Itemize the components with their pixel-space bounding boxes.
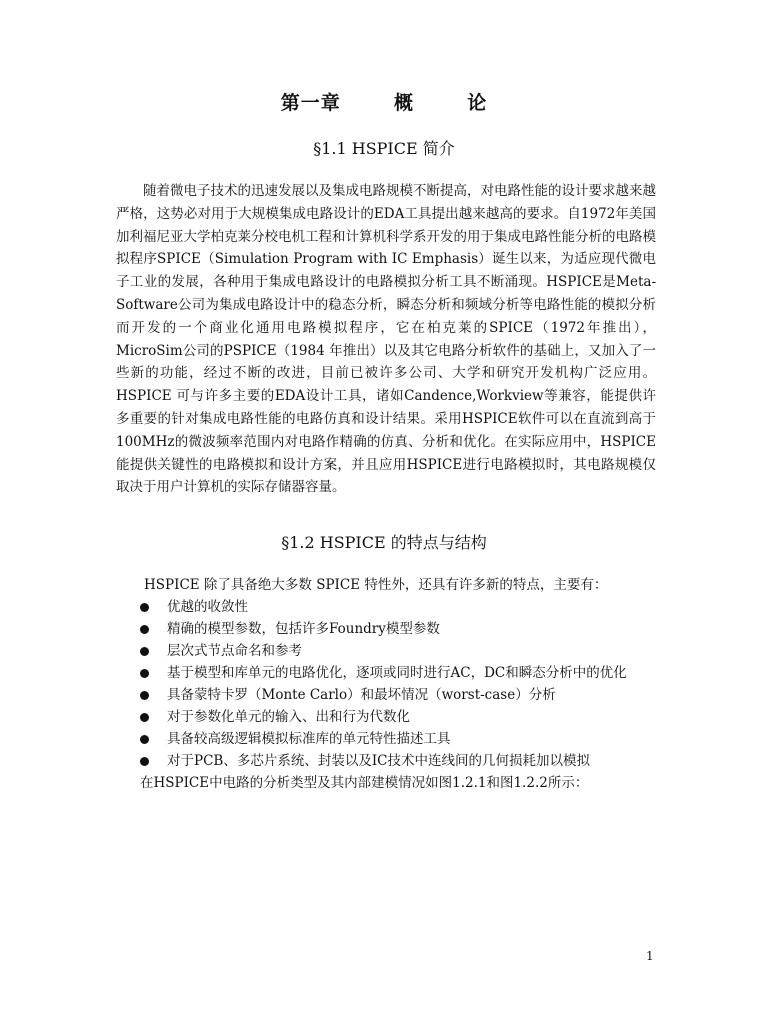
list-item: 对于PCB、多芯片系统、封装以及IC技术中连线间的几何损耗加以模拟 在HSPICE中电路的分析类型及其内部建模情况如图1.2.1和图1.2.2所示： [140,750,660,794]
list-item: 具备较高级逻辑模拟标准库的单元特性描述工具 [140,728,660,750]
bullet-icon [140,691,149,700]
list-item: 优越的收敛性 [140,596,660,618]
bullet-icon [140,625,149,634]
bullet-icon [140,735,149,744]
chapter-title [0,88,768,115]
list-item: 精确的模型参数，包括许多Foundry模型参数 [140,618,660,640]
list-item: 具备蒙特卡罗（Monte Carlo）和最坏情况（worst-case）分析 [140,684,660,706]
bullet-icon [140,669,149,678]
bullet-icon [140,603,149,612]
list-item: 对于参数化单元的输入、出和行为代数化 [140,706,660,728]
section-2-intro: HSPICE 除了具备绝大多数 SPICE 特性外，还具有许多新的特点，主要有： [144,577,608,593]
feature-list [140,596,660,794]
bullet-icon [140,647,149,656]
chapter-label: 第一章 [280,92,341,114]
bullet-icon [140,713,149,722]
page-number: 1 [646,949,654,963]
chapter-word-1: 概 [393,92,414,114]
chapter-word-2: 论 [467,92,488,114]
section-1-heading: §1.1 HSPICE 简介 [313,139,455,158]
bullet-icon [140,757,149,766]
list-item: 基于模型和库单元的电路优化，逐项或同时进行AC，DC和瞬态分析中的优化 [140,662,660,684]
section-2-heading: §1.2 HSPICE 的特点与结构 [281,533,487,552]
section-1-paragraph: 随着微电子技术的迅速发展以及集成电路规模不断提高，对电路性能的设计要求越来越严格，这势必对用于大规模集成电路设计的EDA工具提出越来越高的要求。自1972年美国加利福尼亚大学柏克莱分校电机工程和计算机科学系开发的用于集成电路性能分析的电路模拟程序SPICE（Simulation Program with IC Emphasis）诞生以来，为适应现代微电子工业的发展，各种用于集成电路设计的电路模拟分析工具不断涌现。HSPICE是Meta-Software公司为集成电路设计中的稳态分析，瞬态分析和频域分析等电路性能的模拟分析而开发的一个商业化通用电路模拟程序，它在柏克莱的SPICE（1972年推出），MicroSim公司的PSPICE（1984 年推出）以及其它电路分析软件的基础上，又加入了一些新的功能，经过不断的改进，目前已被许多公司、大学和研究开发机构广泛应用。HSPICE 可与许多主要的EDA设计工具，诸如Candence,Workview等兼容，能提供许多重要的针对集成电路性能的电路仿真和设计结果。采用HSPICE软件可以在直流到高于100MHz的微波频率范围内对电路作精确的仿真、分析和优化。在实际应用中，HSPICE能提供关键性的电路模拟和设计方案，并且应用HSPICE进行电路模拟时，其电路规模仅取决于用户计算机的实际存储器容量。 [116,183,656,496]
list-item: 层次式节点命名和参考 [140,640,660,662]
closing-line: 在HSPICE中电路的分析类型及其内部建模情况如图1.2.1和图1.2.2所示： [140,775,589,791]
